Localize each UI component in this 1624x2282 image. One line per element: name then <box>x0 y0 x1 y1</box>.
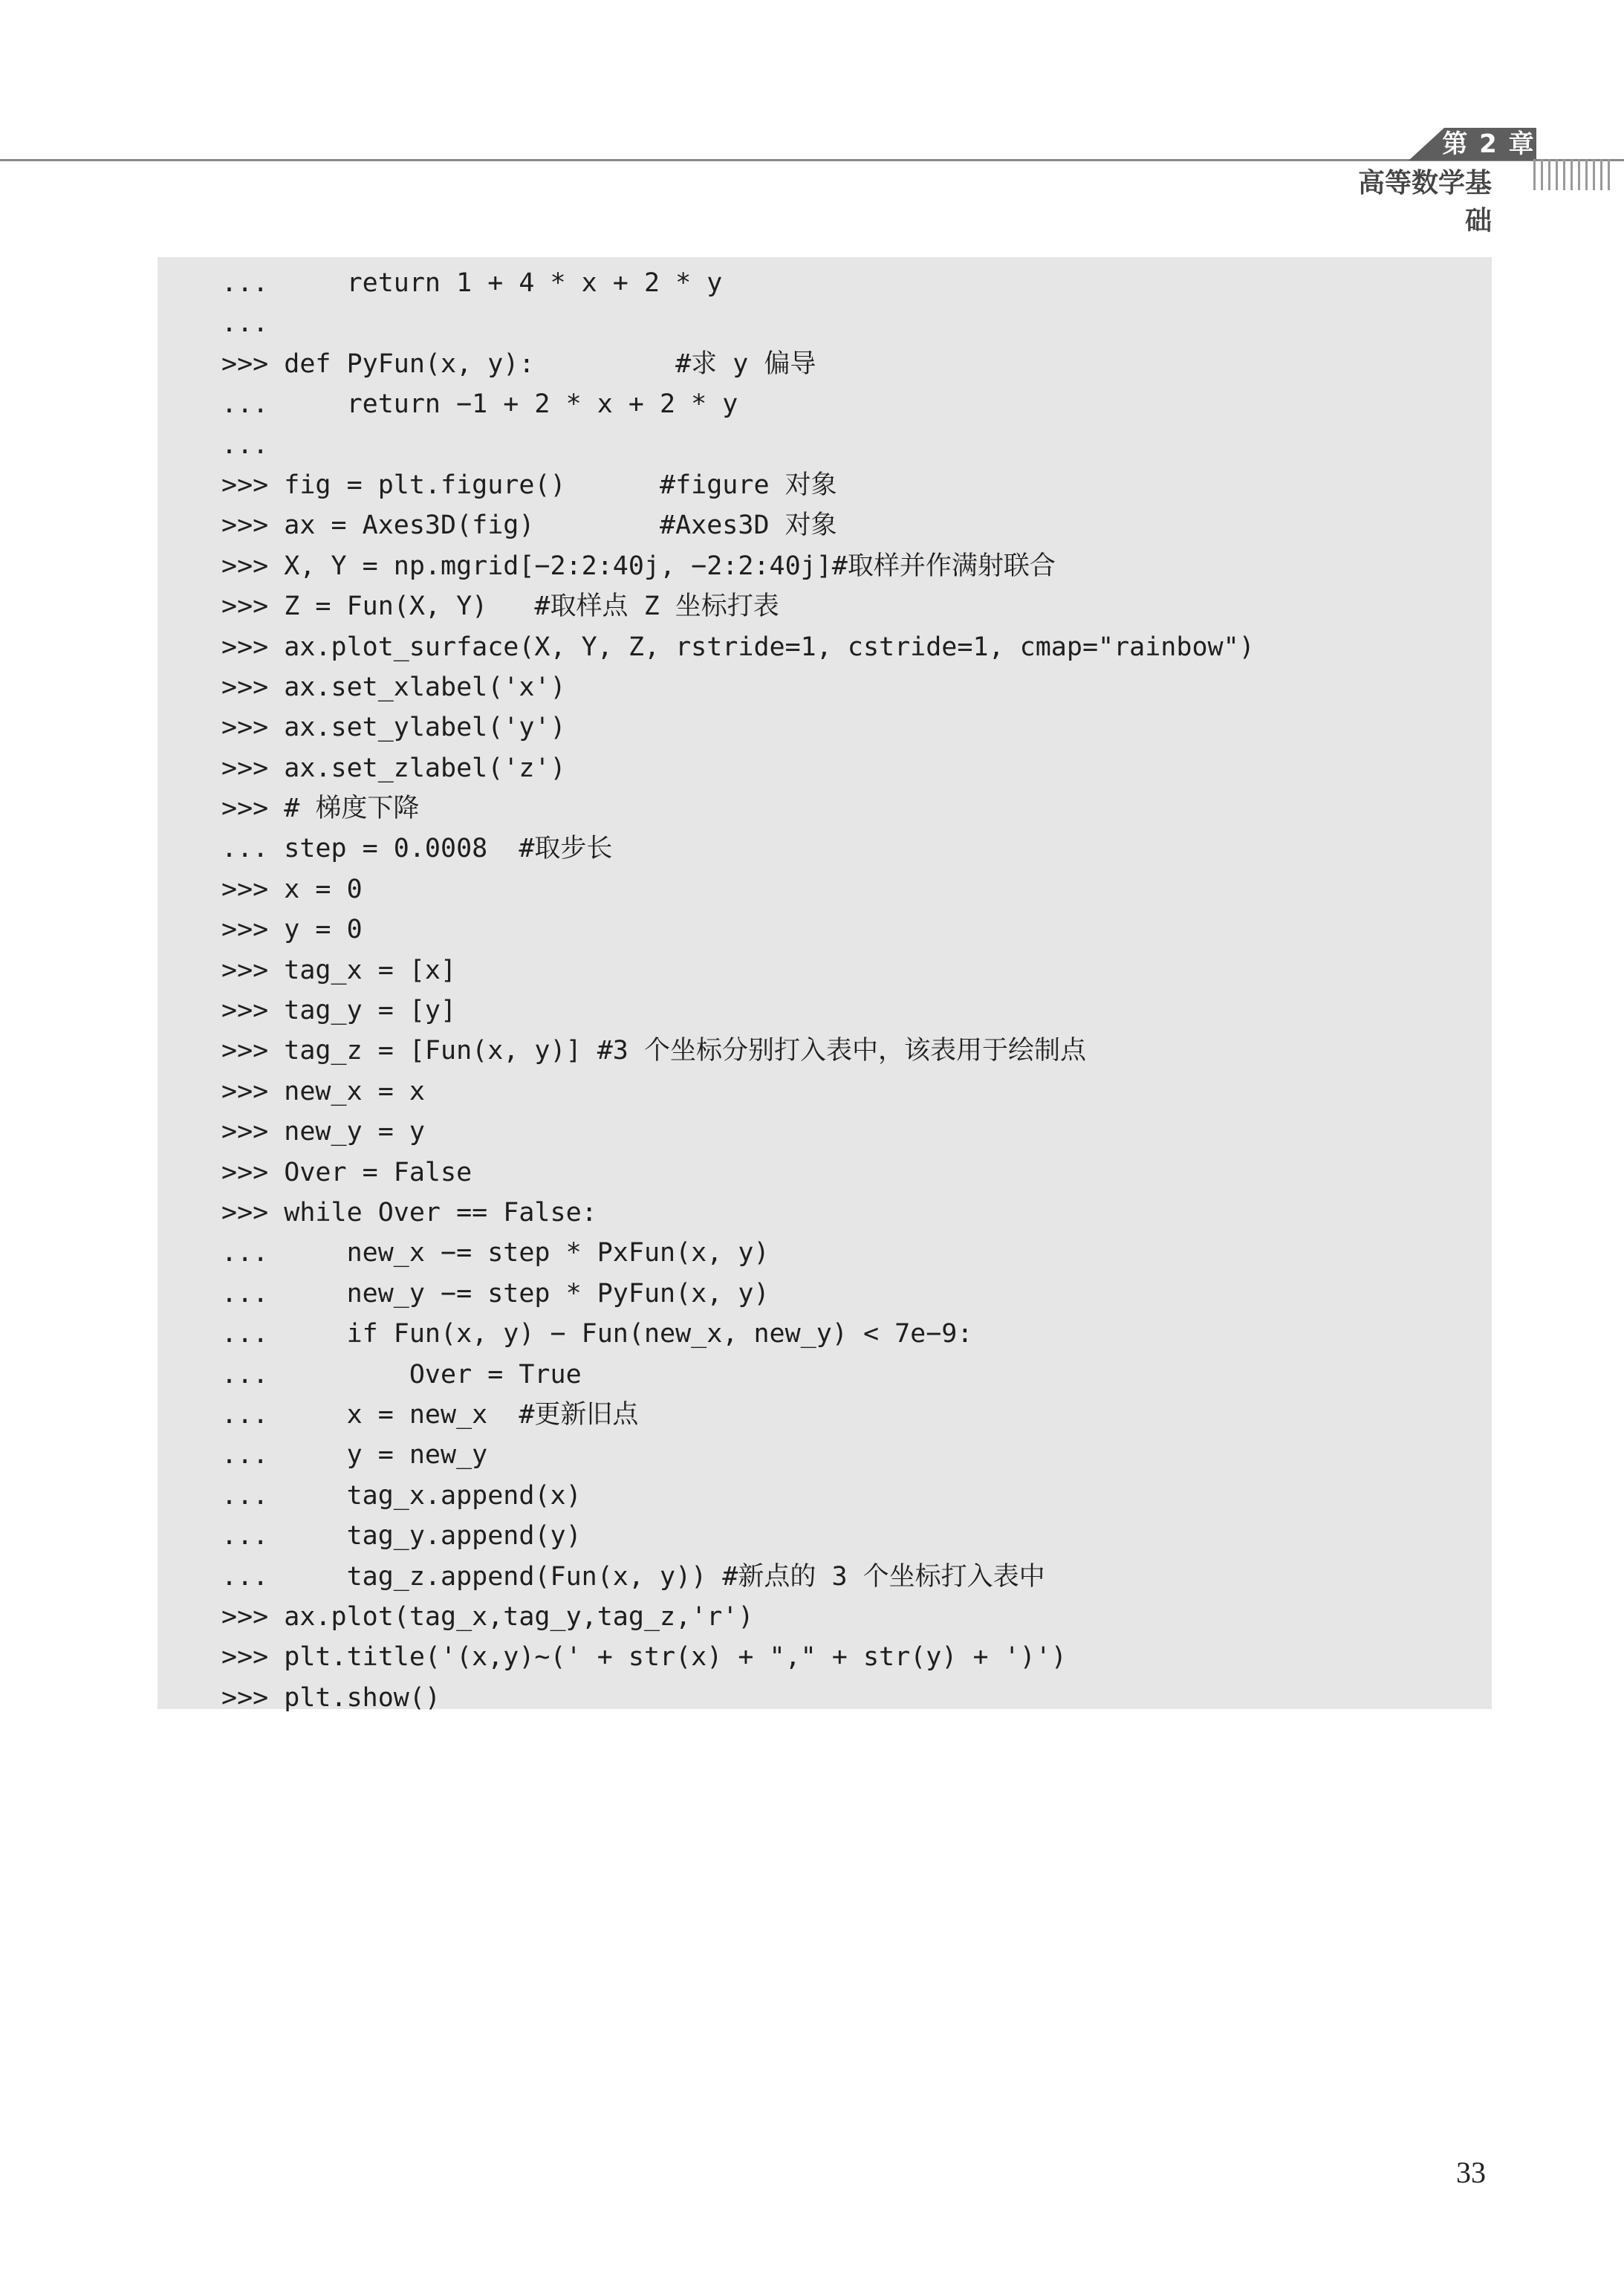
code-line: ... Over = True <box>221 1359 582 1390</box>
code-line: >>> while Over == False: <box>221 1197 597 1228</box>
code-line: >>> X, Y = np.mgrid[−2:2:40j, −2:2:40j]#取样并作满射联合 <box>221 551 1056 581</box>
code-line: >>> Z = Fun(X, Y) #取样点 Z 坐标打表 <box>221 591 779 622</box>
code-line: ... tag_x.append(x) <box>221 1480 582 1511</box>
code-line: >>> ax = Axes3D(fig) #Axes3D 对象 <box>221 510 837 541</box>
code-line: >>> new_y = y <box>221 1117 425 1147</box>
code-line: >>> def PyFun(x, y): #求 y 偏导 <box>221 349 816 379</box>
code-line: ... return −1 + 2 * x + 2 * y <box>221 389 738 420</box>
code-lines <box>221 263 1255 1718</box>
code-line: ... step = 0.0008 #取步长 <box>221 834 613 864</box>
header-rule <box>0 159 1624 161</box>
code-line: ... return 1 + 4 * x + 2 * y <box>221 268 723 298</box>
code-line: >>> new_x = x <box>221 1076 425 1106</box>
header-stripes <box>1533 159 1610 190</box>
code-line: >>> ax.set_zlabel('z') <box>221 753 566 783</box>
code-line: ... <box>221 430 269 460</box>
code-line: ... if Fun(x, y) − Fun(new_x, new_y) < 7e−9: <box>221 1319 973 1349</box>
code-line: >>> x = 0 <box>221 874 363 904</box>
code-line: >>> tag_y = [y] <box>221 996 457 1026</box>
code-line: ... tag_y.append(y) <box>221 1521 582 1552</box>
code-line: >>> ax.plot(tag_x,tag_y,tag_z,'r') <box>221 1601 754 1632</box>
code-line: >>> plt.title('(x,y)~(' + str(x) + "," + str(y) + ')') <box>221 1642 1067 1673</box>
code-line: >>> fig = plt.figure() #figure 对象 <box>221 470 837 500</box>
code-line: ... tag_z.append(Fun(x, y)) #新点的 3 个坐标打入表中 <box>221 1561 1045 1592</box>
code-block <box>157 257 1492 1713</box>
code-line: >>> tag_x = [x] <box>221 955 457 985</box>
code-line: ... new_y −= step * PyFun(x, y) <box>221 1278 770 1309</box>
code-line: ... <box>221 308 269 339</box>
chapter-label: 第 2 章 <box>1442 129 1536 159</box>
code-line: >>> Over = False <box>221 1157 472 1187</box>
code-line: >>> ax.plot_surface(X, Y, Z, rstride=1, cstride=1, cmap="rainbow") <box>221 632 1255 662</box>
code-line: >>> tag_z = [Fun(x, y)] #3 个坐标分别打入表中，该表用于绘制点 <box>221 1036 1086 1066</box>
code-line: >>> # 梯度下降 <box>221 794 420 824</box>
code-line: ... new_x −= step * PxFun(x, y) <box>221 1238 770 1268</box>
code-line: >>> ax.set_xlabel('x') <box>221 672 566 702</box>
code-line: ... x = new_x #更新旧点 <box>221 1399 639 1430</box>
code-line: ... y = new_y <box>221 1440 488 1471</box>
chapter-title: 高等数学基础 <box>1357 168 1492 236</box>
code-line: >>> plt.show() <box>221 1682 441 1713</box>
code-line: >>> ax.set_ylabel('y') <box>221 713 566 743</box>
code-line: >>> y = 0 <box>221 915 363 945</box>
page-number: 33 <box>1456 2156 1486 2189</box>
